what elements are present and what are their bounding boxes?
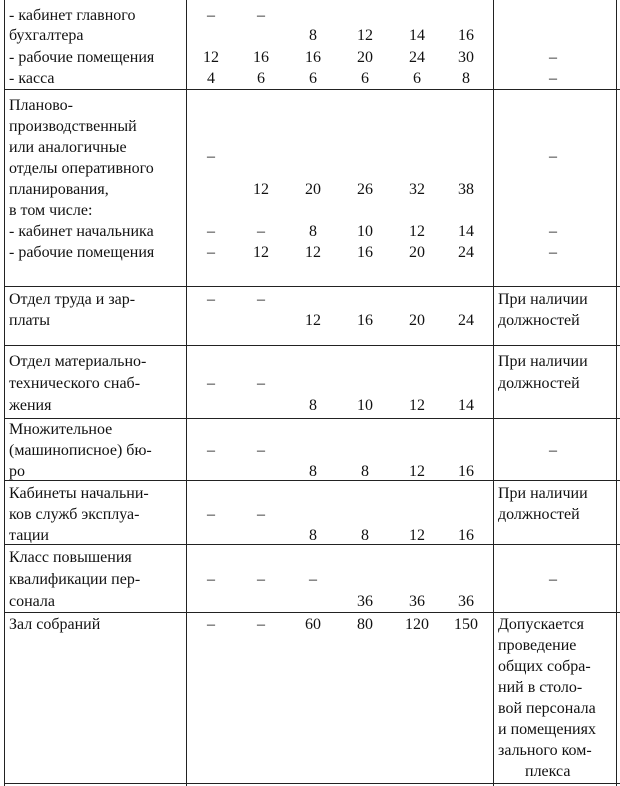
table-cell: 6	[257, 70, 265, 87]
note-line: должностей	[498, 506, 580, 523]
row-label-line: ков служб эксплуа-	[9, 506, 140, 523]
table-cell: 8	[462, 70, 470, 87]
table-cell: –	[257, 616, 265, 633]
table-cell: 32	[409, 181, 425, 198]
table-cell: 24	[458, 244, 474, 261]
note-line: должностей	[498, 375, 580, 392]
table-cell: –	[207, 244, 215, 261]
note-line: плекса	[525, 763, 571, 780]
table-cell: 20	[305, 181, 321, 198]
note-line: общих собра-	[498, 658, 591, 675]
row-label-line: платы	[9, 312, 50, 329]
note-line: При наличии	[498, 353, 588, 370]
table-cell: 16	[458, 27, 474, 44]
table-cell: 12	[305, 244, 321, 261]
table-cell: –	[207, 616, 215, 633]
row-label-line: отделы оперативного	[9, 160, 154, 177]
row-label-line: Планово-	[9, 97, 73, 114]
table-cell: 36	[458, 593, 474, 610]
note-line: При наличии	[498, 291, 588, 308]
row-label-line: в том числе:	[9, 202, 93, 219]
row-border	[4, 89, 620, 90]
table-cell: –	[207, 7, 215, 24]
note-cell: –	[549, 244, 557, 261]
table-cell: 16	[253, 49, 269, 66]
column-border	[4, 0, 5, 786]
row-border	[4, 418, 620, 419]
table-cell: –	[257, 506, 265, 523]
note-line: Допускается	[498, 616, 584, 633]
row-label-line: планирования,	[9, 181, 109, 198]
note-line: проведение	[498, 637, 577, 654]
table-cell: 38	[458, 181, 474, 198]
note-cell: –	[549, 442, 557, 459]
row-label-line: или аналогичные	[9, 139, 127, 156]
table-cell: 16	[458, 527, 474, 544]
table-cell: 8	[309, 223, 317, 240]
table-cell: 20	[409, 244, 425, 261]
row-label-line: (машинописное) бю-	[9, 442, 152, 459]
row-label-line: тации	[9, 527, 49, 544]
note-cell: –	[549, 148, 557, 165]
table-cell: 120	[405, 616, 429, 633]
row-label-line: - кабинет главного	[9, 7, 136, 24]
table-cell: 16	[305, 49, 321, 66]
row-label-line: производственный	[9, 118, 137, 135]
table-cell: 26	[357, 181, 373, 198]
note-line: должностей	[498, 312, 580, 329]
table-cell: 8	[309, 463, 317, 480]
table-cell: 12	[357, 27, 373, 44]
row-label-line: Зал собраний	[9, 616, 101, 633]
table-cell: –	[309, 571, 317, 588]
table-cell: –	[257, 291, 265, 308]
row-label-line: - рабочие помещения	[9, 49, 155, 66]
note-line: вой персонала	[498, 700, 596, 717]
row-border	[4, 783, 620, 784]
note-cell: –	[549, 70, 557, 87]
table-cell: 16	[357, 312, 373, 329]
table-cell: –	[207, 148, 215, 165]
table-cell: –	[207, 506, 215, 523]
table-cell: 20	[357, 49, 373, 66]
table-cell: 20	[409, 312, 425, 329]
table-cell: 30	[458, 49, 474, 66]
table-cell: –	[207, 223, 215, 240]
table-cell: 14	[458, 397, 474, 414]
table-cell: –	[257, 571, 265, 588]
table-cell: 10	[357, 223, 373, 240]
note-line: ний в столо-	[498, 679, 583, 696]
table-cell: –	[257, 375, 265, 392]
table-cell: 8	[361, 463, 369, 480]
table-cell: 12	[409, 223, 425, 240]
row-label-line: бухгалтера	[9, 27, 84, 44]
table-cell: 8	[309, 397, 317, 414]
table-cell: 16	[458, 463, 474, 480]
table-cell: 6	[413, 70, 421, 87]
table-cell: 36	[409, 593, 425, 610]
table-cell: –	[257, 7, 265, 24]
row-label-line: - кабинет начальника	[9, 223, 154, 240]
table-cell: 24	[409, 49, 425, 66]
column-border	[493, 0, 494, 786]
row-border	[4, 345, 620, 346]
table-cell: 14	[458, 223, 474, 240]
table-cell: –	[207, 291, 215, 308]
row-label-line: ро	[9, 463, 25, 480]
note-line: и помещениях	[498, 721, 596, 738]
table-cell: 80	[357, 616, 373, 633]
row-label-line: - рабочие помещения	[9, 244, 155, 261]
note-line: При наличии	[498, 485, 588, 502]
table-cell: 12	[253, 181, 269, 198]
table-cell: 6	[309, 70, 317, 87]
table-cell: 4	[207, 70, 215, 87]
table-cell: 14	[409, 27, 425, 44]
table-cell: 8	[309, 27, 317, 44]
row-label-line: жения	[9, 397, 52, 414]
row-border	[4, 286, 620, 287]
table-cell: 12	[203, 49, 219, 66]
note-cell: –	[549, 223, 557, 240]
row-label-line: Отдел материально-	[9, 353, 147, 370]
note-line: зального ком-	[498, 742, 592, 759]
table-cell: 60	[305, 616, 321, 633]
table-cell: –	[207, 571, 215, 588]
table-cell: –	[257, 442, 265, 459]
table-cell: 12	[305, 312, 321, 329]
table-cell: 150	[454, 616, 478, 633]
row-label-line: технического снаб-	[9, 375, 141, 392]
table-cell: –	[207, 442, 215, 459]
row-label-line: Множительное	[9, 421, 113, 438]
table-cell: 24	[458, 312, 474, 329]
table-cell: 12	[409, 397, 425, 414]
row-border	[4, 612, 620, 613]
row-label-line: - касса	[9, 70, 55, 87]
column-border	[616, 0, 617, 786]
table-cell: 6	[361, 70, 369, 87]
row-label-line: квалификации пер-	[9, 571, 141, 588]
row-label-line: Кабинеты начальни-	[9, 485, 149, 502]
table-cell: 12	[409, 527, 425, 544]
row-label-line: сонала	[9, 593, 55, 610]
table-cell: 8	[361, 527, 369, 544]
row-label-line: Отдел труда и зар-	[9, 291, 136, 308]
table-cell: –	[257, 223, 265, 240]
row-label-line: Класс повышения	[9, 549, 132, 566]
note-cell: –	[549, 571, 557, 588]
table-cell: 16	[357, 244, 373, 261]
note-cell: –	[549, 49, 557, 66]
table-cell: –	[207, 375, 215, 392]
table-cell: 10	[357, 397, 373, 414]
table-cell: 8	[309, 527, 317, 544]
table-cell: 12	[409, 463, 425, 480]
table-cell: 36	[357, 593, 373, 610]
table-cell: 12	[253, 244, 269, 261]
